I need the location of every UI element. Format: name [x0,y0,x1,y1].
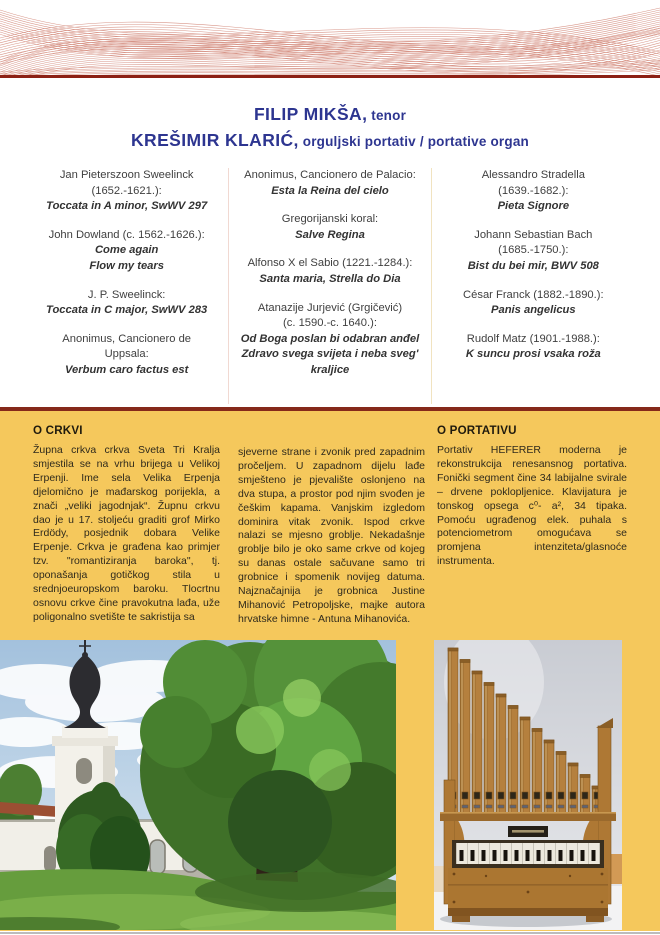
composer-line: Anonimus, Cancionero de Uppsala: [62,332,192,361]
piece-title: Bist du bei mir, BWV 508 [467,259,599,272]
programme-column-3 [432,168,635,404]
about-church-column-1 [33,424,220,625]
performers-header [0,102,660,154]
piece-title: Zdravo svega svijeta i neba sveg' kraljice [241,348,419,376]
programme-item [438,288,629,319]
about-portative-text: Portativ HEFERER moderna je rekonstrukcija renesansnog portativa. Fonički segment čine 34 labijalne svirale – drvene poklopljenice. Klavijatura je tonskog opsega c⁰- a², 34 tipaka. Pomoću ugrađenog elek. puhala s potenciometrom omogućava se promjena intenziteta/glasnoće instrumenta. [437,444,627,568]
piece-title: Toccata in C major, SwWV 283 [46,304,208,317]
composer-line: Gregorijanski koral: [281,213,379,226]
programme-item [31,332,222,379]
programme-item [31,168,222,215]
piece-title: K suncu prosi vsaka roža [465,348,601,361]
programme-item [438,228,629,275]
composer-line: Rudolf Matz (1901.-1988.): [466,332,600,345]
composer-line: César Franck (1882.-1890.): [463,288,604,301]
composer-line: Alfonso X el Sabio (1221.-1284.): [247,257,413,270]
programme-item [235,168,424,199]
page-bottom-edge [0,932,660,934]
piece-title: Pieta Signore [497,200,570,213]
composer-line: Atanazije Jurjević (Grgičević) (c. 1590.-c. 1640.): [257,301,403,330]
column-spacer [238,424,425,446]
performer-name-2: KREŠIMIR KLARIĆ, [131,130,299,150]
header-red-rule [0,75,660,78]
portative-organ-photo [434,640,622,930]
about-church-column-2 [238,424,425,627]
keyboard [456,843,600,864]
performer-line-2 [0,128,660,154]
piece-title: Salve Regina [295,228,365,241]
composer-line: John Dowland (c. 1562.-1626.): [48,228,205,241]
piece-title: Verbum caro factus est [65,363,189,376]
performer-name-1: FILIP MIKŠA, [253,104,368,124]
programme-item [235,212,424,243]
piece-title: Od Boga poslan bi odabran anđel [240,332,420,345]
composer-line: J. P. Sweelinck: [87,288,166,301]
performer-role-1: tenor [367,108,407,123]
programme-column-1 [25,168,228,404]
programme-item [438,168,629,215]
about-portative-column [437,424,627,569]
composer-line: Johann Sebastian Bach (1685.-1750.): [474,228,593,257]
programme-item [235,301,424,379]
programme-list [25,168,635,404]
about-church-text-2: sjeverne strane i zvonik pred zapadnim pročeljem. U zapadnom dijelu lađe smješteno je pjevalište oslonjeno na dva stupa, a prostor pod njim svođen je češkim kapama. Vanjskim izgledom dominira vitak zvonik. Ispod crkve nalazi se mjesno groblje. Nekadašnje groblje bilo je oko same crkve od kojeg su danas ostale sačuvane samo tri grobnice i spomenik novijeg datuma. Najznačajnija je grobnica Justine Mihanović Petropoljske, majke autora hrvatske himne - Antuna Mihanovića. [238,446,425,625]
composer-line: Jan Pieterszoon Sweelinck (1652.-1621.): [59,169,194,197]
piece-title: Santa maria, Strella do Dia [259,272,401,285]
composer-line: Anonimus, Cancionero de Palacio: [244,169,416,181]
programme-column-2 [228,168,431,404]
about-church-heading: O CRKVI [33,424,83,437]
decorative-guilloche-band [0,0,660,78]
composer-line: Alessandro Stradella (1639.-1682.): [481,169,585,197]
piece-title: Esta la Reina del cielo [271,184,389,197]
performer-role-2: orguljski portativ / portative organ [298,134,529,149]
piece-title: Come again [94,244,159,257]
piece-title: Toccata in A minor, SwWV 297 [46,200,208,213]
programme-item [31,228,222,275]
church-photo [0,640,396,930]
piece-title: Panis angelicus [491,304,576,317]
programme-item [438,332,629,363]
guilloche-waves-graphic [0,0,660,78]
programme-item [31,288,222,319]
about-church-text-1: Župna crkva crkva Sveta Tri Kralja smjestila se na vrhu brijega u Velikoj Erpenji. Ime sela Velika Erpenja djelomično je mađarskog porijekla, a znači „veliki jagodnjak“. Župnu crkvu dao je u 17. stoljeću graditi grof Mirko Erdödy, posjednik dobara Velike Erpenje. Crkva je građena kao primjer tzv. "romantiziranja baroka", tj. oponašanja gotičkog stila u srednjoeuropskom baroku. Tlocrtnu osnovu crkve čine pravokutna lađa, uže poligonalno svetište te sakristija sa [33,444,220,623]
programme-item [235,256,424,287]
about-portative-heading: O PORTATIVU [437,424,517,437]
performer-line-1 [0,102,660,128]
piece-title: Flow my tears [89,259,164,272]
